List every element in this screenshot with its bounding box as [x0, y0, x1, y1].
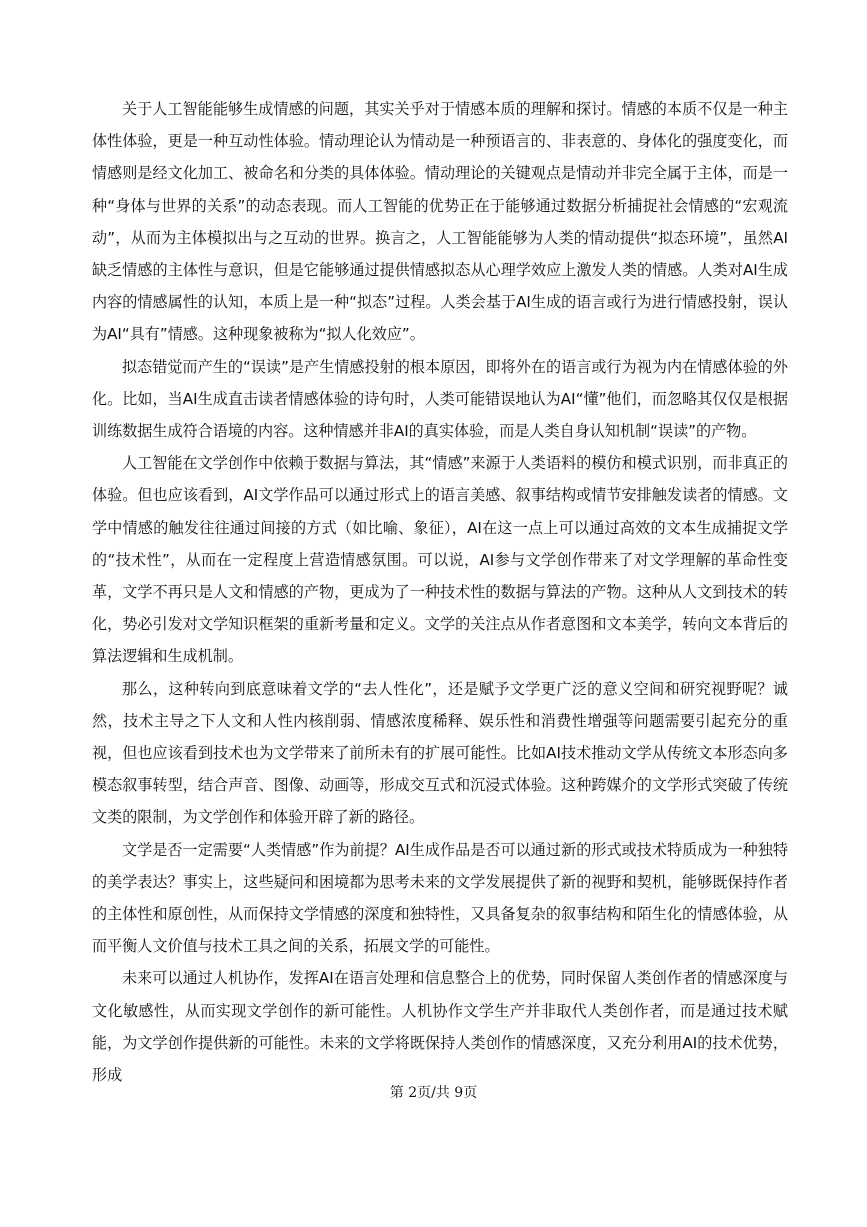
article-body [92, 93, 788, 1091]
paragraph-5: 文学是否一定需要“人类情感”作为前提？AI生成作品是否可以通过新的形式或技术特质成为一种独特的美学表达？事实上，这些疑问和困境都为思考未来的文学发展提供了新的视野和契机，能够既保持作者的主体性和原创性，从而保持文学情感的深度和独特性，又具备复杂的叙事结构和陌生化的情感体验，从而平衡人文价值与技术工具之间的关系，拓展文学的可能性。 [92, 840, 788, 956]
paragraph-2: 拟态错觉而产生的“误读”是产生情感投射的根本原因，即将外在的语言或行为视为内在情感体验的外化。比如，当AI生成直击读者情感体验的诗句时，人类可能错误地认为AI“懂”他们，而忽略其仅仅是根据训练数据生成符合语境的内容。这种情感并非AI的真实体验，而是人类自身认知机制“误读”的产物。 [92, 357, 788, 441]
paragraph-4: 那么，这种转向到底意味着文学的“去人性化”，还是赋予文学更广泛的意义空间和研究视野呢？诚然，技术主导之下人文和人性内核削弱、情感浓度稀释、娱乐性和消费性增强等问题需要引起充分的重视，但也应该看到技术也为文学带来了前所未有的扩展可能性。比如AI技术推动文学从传统文本形态向多模态叙事转型，结合声音、图像、动画等，形成交互式和沉浸式体验。这种跨媒介的文学形式突破了传统文类的限制，为文学创作和体验开辟了新的路径。 [92, 679, 788, 827]
paragraph-6: 未来可以通过人机协作，发挥AI在语言处理和信息整合上的优势，同时保留人类创作者的情感深度与文化敏感性，从而实现文学创作的新可能性。人机协作文学生产并非取代人类创作者，而是通过技术赋能，为文学创作提供新的可能性。未来的文学将既保持人类创作的情感深度，又充分利用AI的技术优势，形成 [92, 969, 788, 1085]
paragraph-3: 人工智能在文学创作中依赖于数据与算法，其“情感”来源于人类语料的模仿和模式识别，而非真正的体验。但也应该看到，AI文学作品可以通过形式上的语言美感、叙事结构或情节安排触发读者的情感。文学中情感的触发往往通过间接的方式（如比喻、象征），AI在这一点上可以通过高效的文本生成捕捉文学的“技术性”，从而在一定程度上营造情感氛围。可以说，AI参与文学创作带来了对文学理解的革命性变革，文学不再只是人文和情感的产物，更成为了一种技术性的数据与算法的产物。这种从人文到技术的转化，势必引发对文学知识框架的重新考量和定义。文学的关注点从作者意图和文本美学，转向文本背后的算法逻辑和生成机制。 [92, 454, 788, 666]
page-number-footer: 第 2页/共 9页 [389, 1085, 478, 1101]
paragraph-1: 关于人工智能能够生成情感的问题，其实关乎对于情感本质的理解和探讨。情感的本质不仅是一种主体性体验，更是一种互动性体验。情动理论认为情动是一种预语言的、非表意的、身体化的强度变化，而情感则是经文化加工、被命名和分类的具体体验。情动理论的关键观点是情动并非完全属于主体，而是一种“身体与世界的关系”的动态表现。而人工智能的优势正在于能够通过数据分析捕捉社会情感的“宏观流动”，从而为主体模拟出与之互动的世界。换言之，人工智能能够为人类的情动提供“拟态环境”，虽然AI缺乏情感的主体性与意识，但是它能够通过提供情感拟态从心理学效应上激发人类的情感。人类对AI生成内容的情感属性的认知，本质上是一种“拟态”过程。人类会基于AI生成的语言或行为进行情感投射，误认为AI“具有”情感。这种现象被称为“拟人化效应”。 [92, 100, 788, 344]
